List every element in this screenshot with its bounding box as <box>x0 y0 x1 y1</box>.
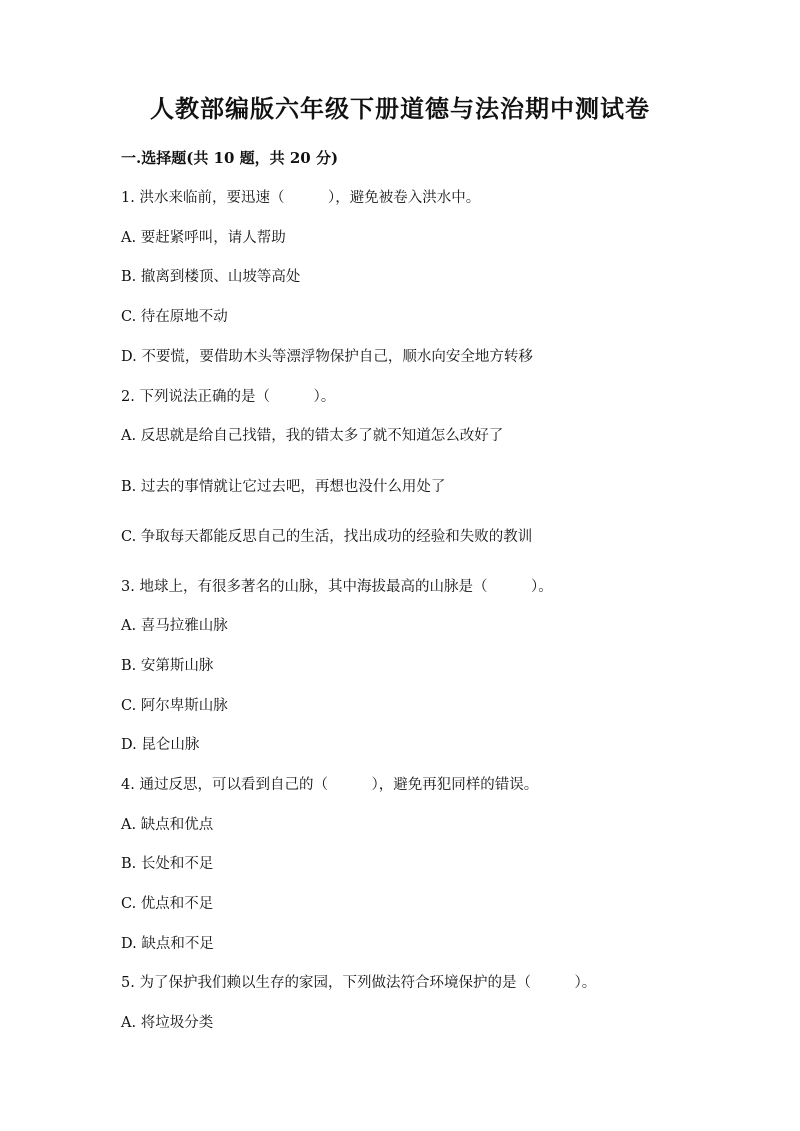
question-1-option-a: A. 要赶紧呼叫，请人帮助 <box>121 230 286 246</box>
question-5-stem: 5. 为了保护我们赖以生存的家园，下列做法符合环境保护的是（ ）。 <box>121 975 597 991</box>
question-3-option-c: C. 阿尔卑斯山脉 <box>121 698 228 714</box>
page-title: 人教部编版六年级下册道德与法治期中测试卷 <box>150 94 650 123</box>
question-3-option-b: B. 安第斯山脉 <box>121 658 214 674</box>
question-3-option-d: D. 昆仑山脉 <box>121 737 200 753</box>
question-2-option-c: C. 争取每天都能反思自己的生活，找出成功的经验和失败的教训 <box>121 529 533 545</box>
question-1-option-d: D. 不要慌，要借助木头等漂浮物保护自己，顺水向安全地方转移 <box>121 349 533 365</box>
question-3-stem: 3. 地球上，有很多著名的山脉，其中海拔最高的山脉是（ ）。 <box>121 579 553 595</box>
section-heading: 一.选择题(共 10 题，共 20 分) <box>121 149 339 167</box>
question-1-option-c: C. 待在原地不动 <box>121 309 228 325</box>
question-4-option-b: B. 长处和不足 <box>121 856 214 872</box>
question-4-option-c: C. 优点和不足 <box>121 896 214 912</box>
question-1-stem: 1. 洪水来临前，要迅速（ ），避免被卷入洪水中。 <box>121 190 481 206</box>
question-4-option-d: D. 缺点和不足 <box>121 936 214 952</box>
question-4-stem: 4. 通过反思，可以看到自己的（ ），避免再犯同样的错误。 <box>121 777 539 793</box>
question-4-option-a: A. 缺点和优点 <box>121 817 214 833</box>
question-5-option-a: A. 将垃圾分类 <box>121 1015 214 1031</box>
question-3-option-a: A. 喜马拉雅山脉 <box>121 618 228 634</box>
question-2-option-a: A. 反思就是给自己找错，我的错太多了就不知道怎么改好了 <box>121 428 504 444</box>
question-2-stem: 2. 下列说法正确的是（ ）。 <box>121 389 336 405</box>
question-1-option-b: B. 撤离到楼顶、山坡等高处 <box>121 269 301 285</box>
question-2-option-b: B. 过去的事情就让它过去吧，再想也没什么用处了 <box>121 479 446 495</box>
